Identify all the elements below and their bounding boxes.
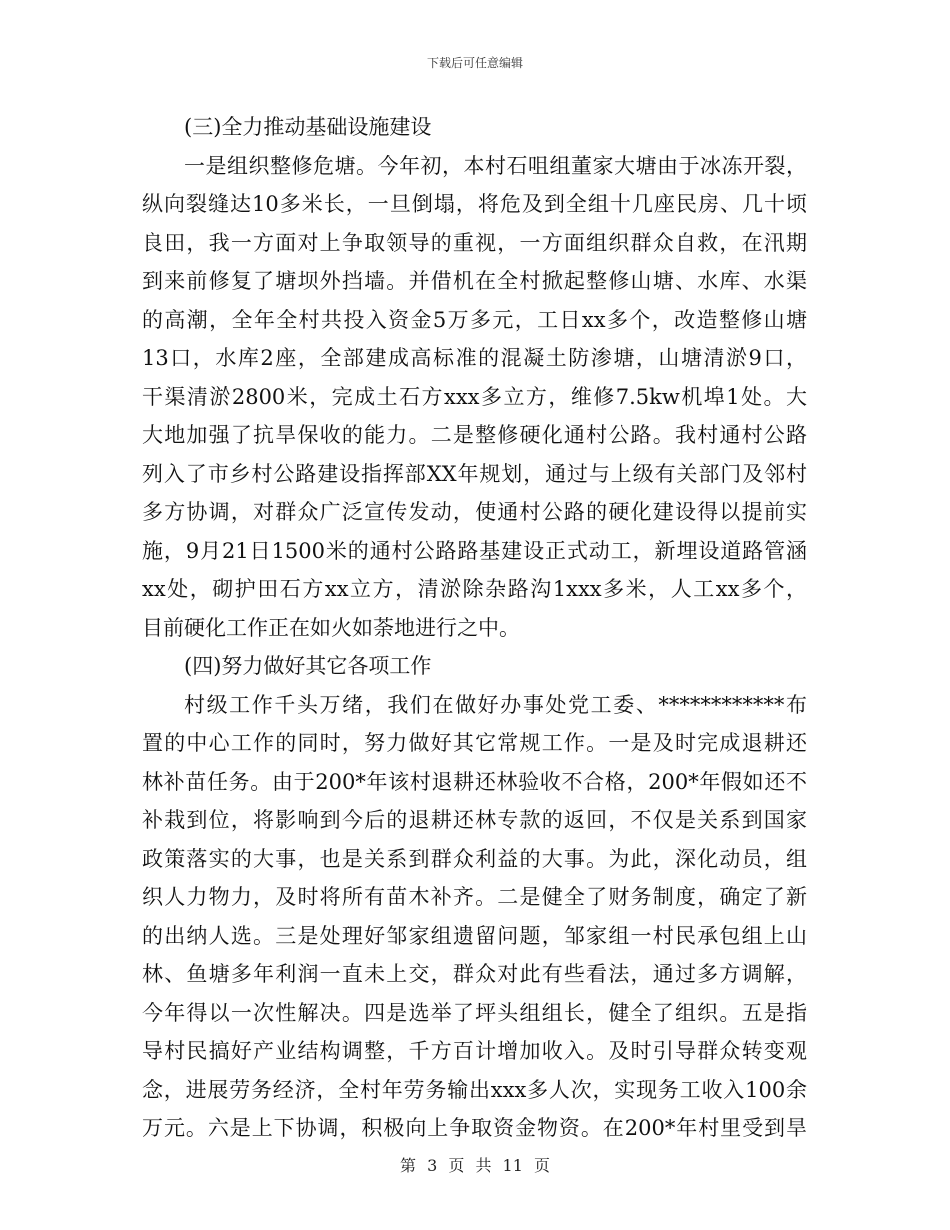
section-heading-3: (三)全力推动基础设施建设 <box>184 115 432 139</box>
section-heading-4: (四)努力做好其它各项工作 <box>184 654 432 678</box>
paragraph-line: 政策落实的大事，也是关系到群众利益的大事。为此，深化动员，组 <box>142 846 807 871</box>
paragraph-line: 到来前修复了塘坝外挡墙。并借机在全村掀起整修山塘、水库、水渠 <box>142 269 807 293</box>
page-number-footer: 第 3 页 共 11 页 <box>400 1156 550 1175</box>
paragraph-line: 念，进展劳务经济，全村年劳务输出xxx多人次，实现务工收入100余 <box>142 1077 807 1102</box>
paragraph-line: 导村民搞好产业结构调整，千方百计增加收入。及时引导群众转变观 <box>142 1039 807 1063</box>
paragraph-line: 干渠清淤2800米，完成土石方xxx多立方，维修7.5kw机埠1处。大 <box>142 384 807 409</box>
paragraph-line: 良田，我一方面对上争取领导的重视，一方面组织群众自救，在汛期 <box>142 230 807 255</box>
paragraph-line: 林、鱼塘多年利润一直未上交，群众对此有些看法，通过多方调解， <box>142 962 807 986</box>
paragraph-line: 村级工作千头万绪，我们在做好办事处党工委、************布 <box>184 692 807 717</box>
paragraph-line: xx处，砌护田石方xx立方，清淤除杂路沟1xxx多米，人工xx多个， <box>142 577 807 601</box>
paragraph-line: 织人力物力，及时将所有苗木补齐。二是健全了财务制度，确定了新 <box>142 885 807 909</box>
paragraph-line: 目前硬化工作正在如火如荼地进行之中。 <box>142 615 520 640</box>
header-note: 下载后可任意编辑 <box>426 56 523 70</box>
paragraph-line: 大地加强了抗旱保收的能力。二是整修硬化通村公路。我村通村公路 <box>142 423 807 447</box>
paragraph-line: 13口，水库2座，全部建成高标准的混凝土防渗塘，山塘清淤9口， <box>142 346 807 370</box>
paragraph-line: 补栽到位，将影响到今后的退耕还林专款的返回，不仅是关系到国家 <box>142 808 807 832</box>
paragraph-line: 施，9月21日1500米的通村公路路基建设正式动工，新埋设道路管涵 <box>142 538 807 563</box>
paragraph-line: 多方协调，对群众广泛宣传发动，使通村公路的硬化建设得以提前实 <box>142 500 807 524</box>
paragraph-line: 今年得以一次性解决。四是选举了坪头组组长，健全了组织。五是指 <box>142 1000 807 1025</box>
paragraph-line: 列入了市乡村公路建设指挥部XX年规划，通过与上级有关部门及邻村 <box>142 461 807 486</box>
paragraph-line: 纵向裂缝达10多米长，一旦倒塌，将危及到全组十几座民房、几十顷 <box>142 192 807 216</box>
paragraph-line: 林补苗任务。由于200*年该村退耕还林验收不合格，200*年假如还不 <box>142 769 807 794</box>
paragraph-line: 万元。六是上下协调，积极向上争取资金物资。在200*年村里受到旱 <box>142 1116 807 1140</box>
paragraph-line: 的出纳人选。三是处理好邹家组遗留问题，邹家组一村民承包组上山 <box>142 923 807 948</box>
paragraph-line: 的高潮，全年全村共投入资金5万多元，工日xx多个，改造整修山塘 <box>142 307 807 332</box>
paragraph-line: 置的中心工作的同时，努力做好其它常规工作。一是及时完成退耕还 <box>142 731 807 755</box>
paragraph-line: 一是组织整修危塘。今年初，本村石咀组董家大塘由于冰冻开裂， <box>184 153 807 178</box>
document-body <box>142 108 807 1148</box>
